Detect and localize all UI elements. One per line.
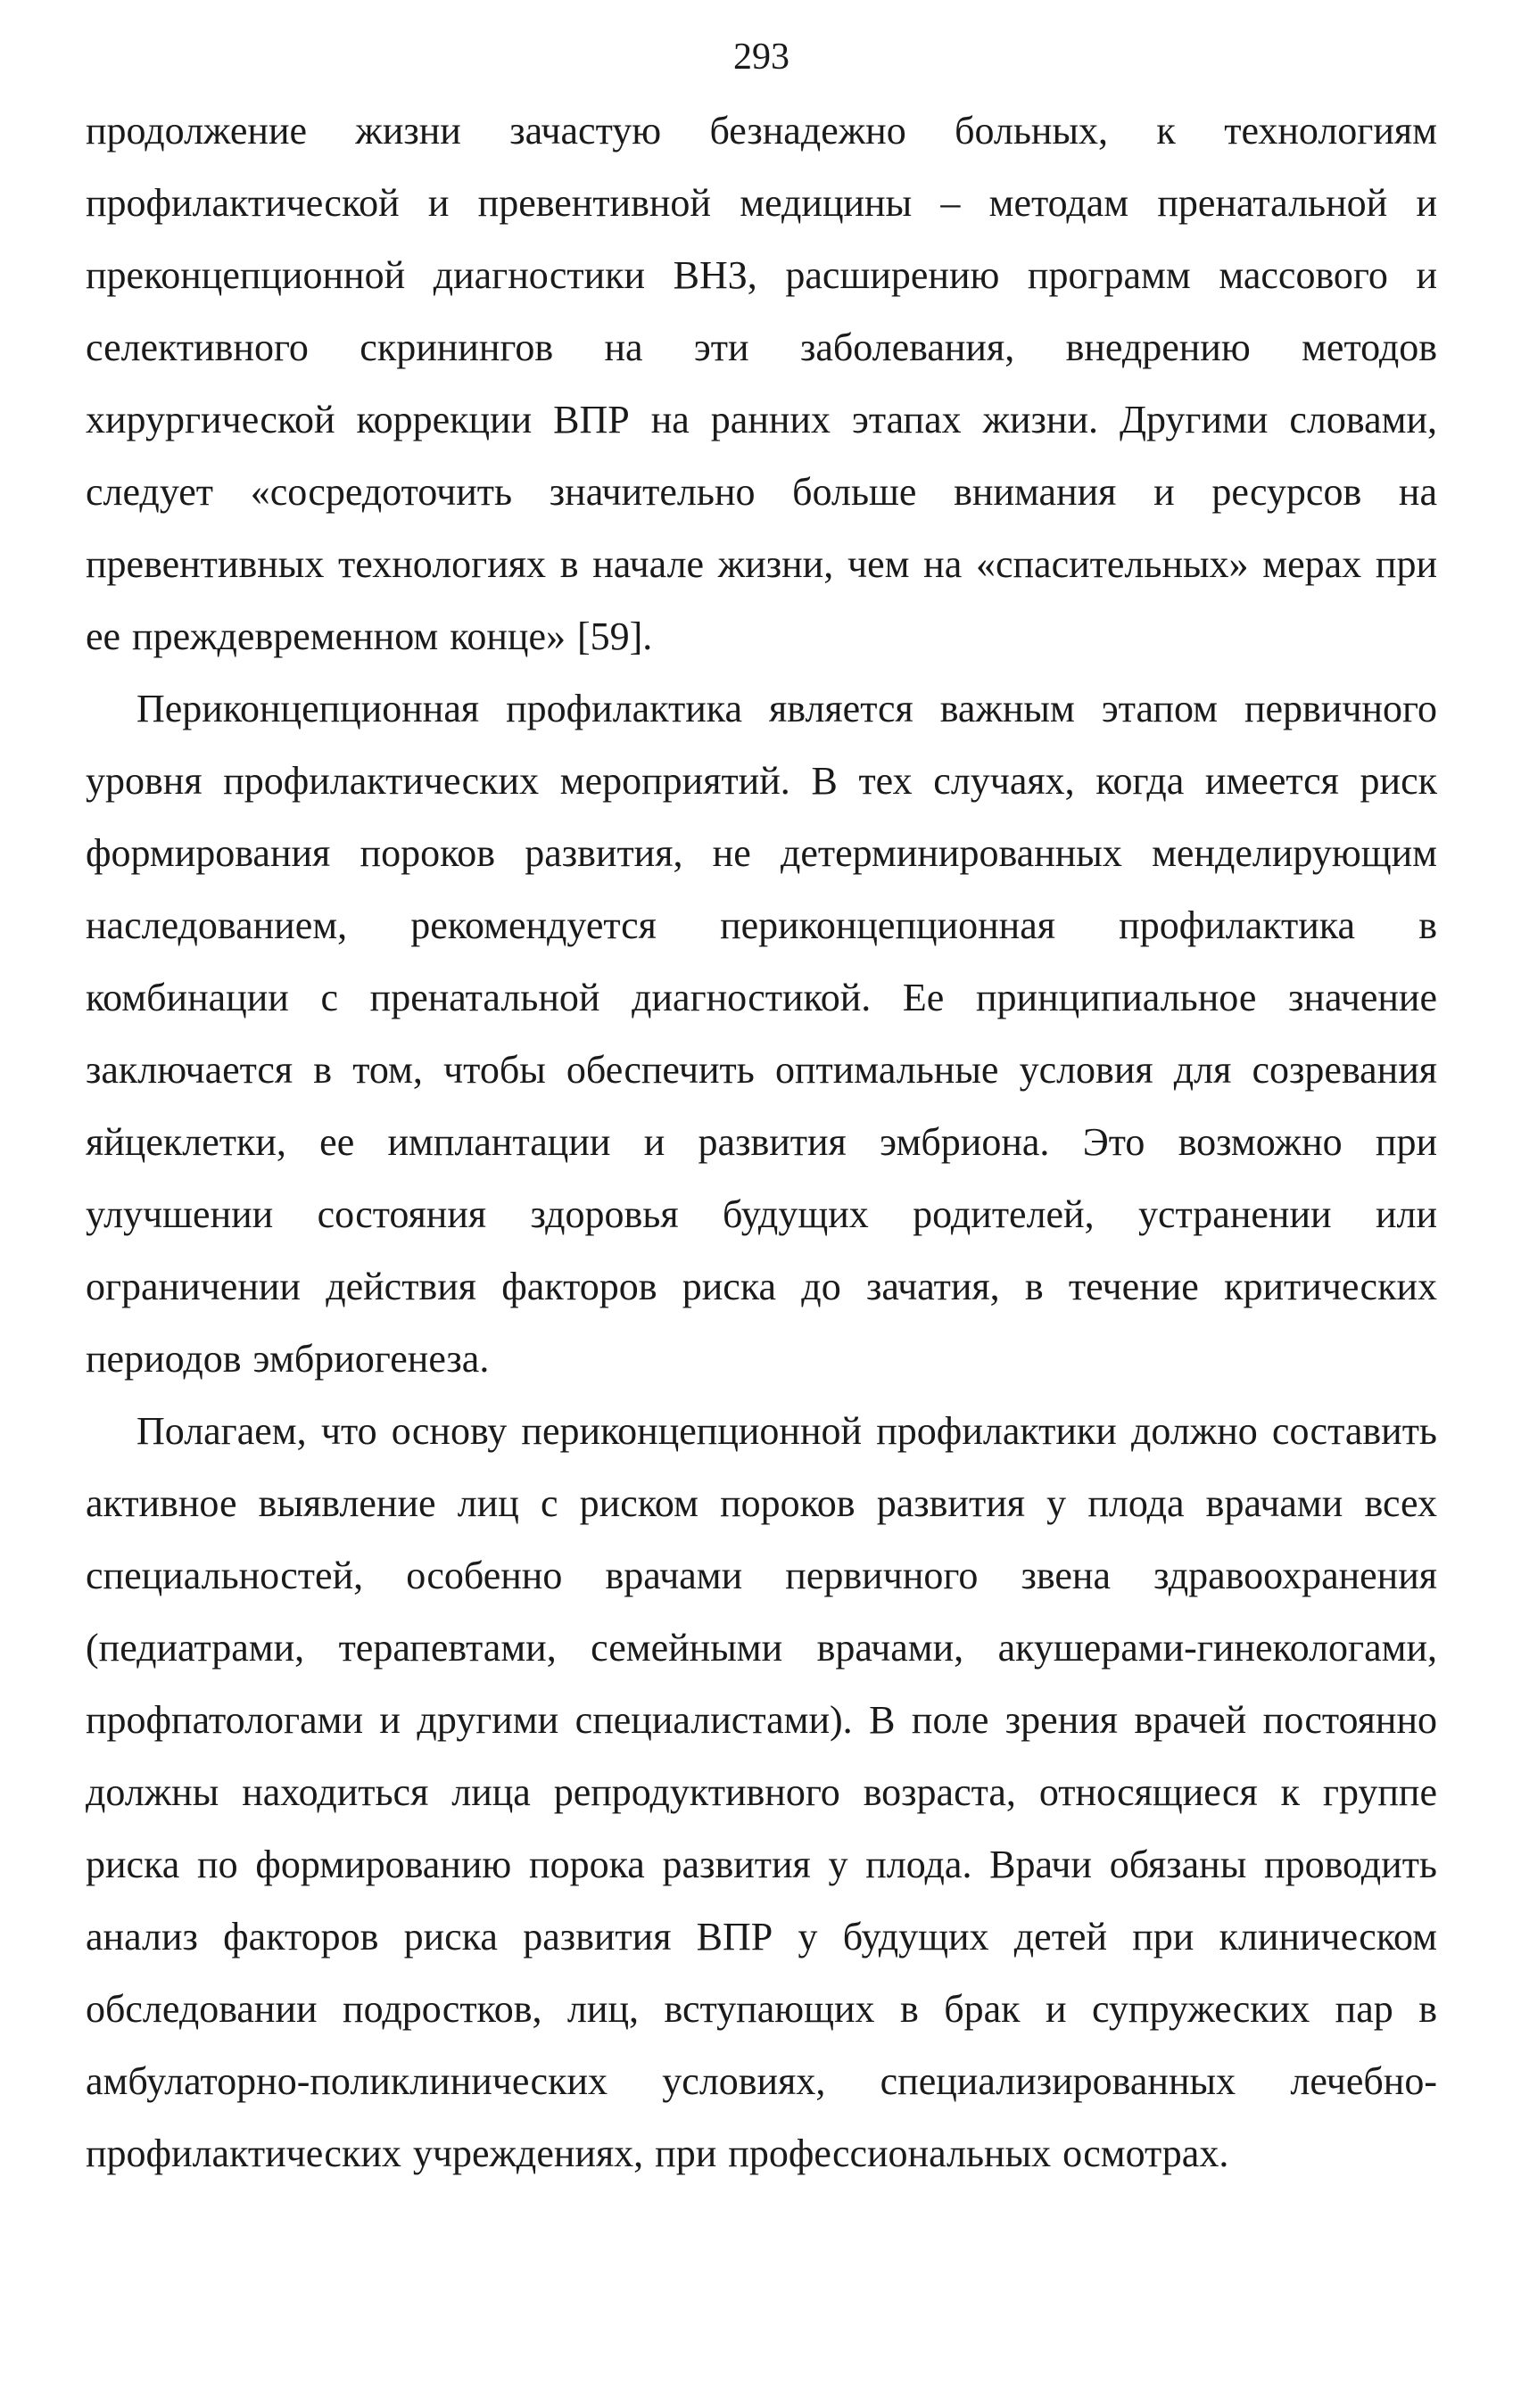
paragraph-2: Периконцепционная профилактика является важным этапом первичного уровня профилактических мероприятий. В тех случаях, когда имеется риск формирования пороков развития, не детерминированных менделирующим наследованием, рекомендуется периконцепционная профилактика в комбинации с пренатальной диагностикой. Ее принципиальное значение заключается в том, чтобы обеспечить оптимальные условия для созревания яйцеклетки, ее имплантации и развития эмбриона. Это возможно при улучшении состояния здоровья будущих родителей, устранении или ограничении действия факторов риска до зачатия, в течение критических периодов эмбриогенеза. — [86, 687, 1437, 1381]
page-number: 293 — [733, 37, 789, 78]
document-page — [86, 0, 1437, 2408]
document-body — [86, 95, 1437, 2189]
paragraph-1: продолжение жизни зачастую безнадежно больных, к технологиям профилактической и превентивной медицины – методам пренатальной и преконцепционной диагностики ВНЗ, расширению программ массового и селективного скринингов на эти заболевания, внедрению методов хирургической коррекции ВПР на ранних этапах жизни. Другими словами, следует «сосредоточить значительно больше внимания и ресурсов на превентивных технологиях в начале жизни, чем на «спасительных» мерах при ее преждевременном конце» [59]. — [86, 109, 1437, 658]
paragraph-3: Полагаем, что основу периконцепционной профилактики должно составить активное выявление лиц с риском пороков развития у плода врачами всех специальностей, особенно врачами первичного звена здравоохранения (педиатрами, терапевтами, семейными врачами, акушерами-гинекологами, профпатологами и другими специалистами). В поле зрения врачей постоянно должны находиться лица репродуктивного возраста, относящиеся к группе риска по формированию порока развития у плода. Врачи обязаны проводить анализ факторов риска развития ВПР у будущих детей при клиническом обследовании подростков, лиц, вступающих в брак и супружеских пар в амбулаторно-поликлинических условиях, специализированных лечебно-профилактических учреждениях, при профессиональных осмотрах. — [86, 1409, 1437, 2175]
